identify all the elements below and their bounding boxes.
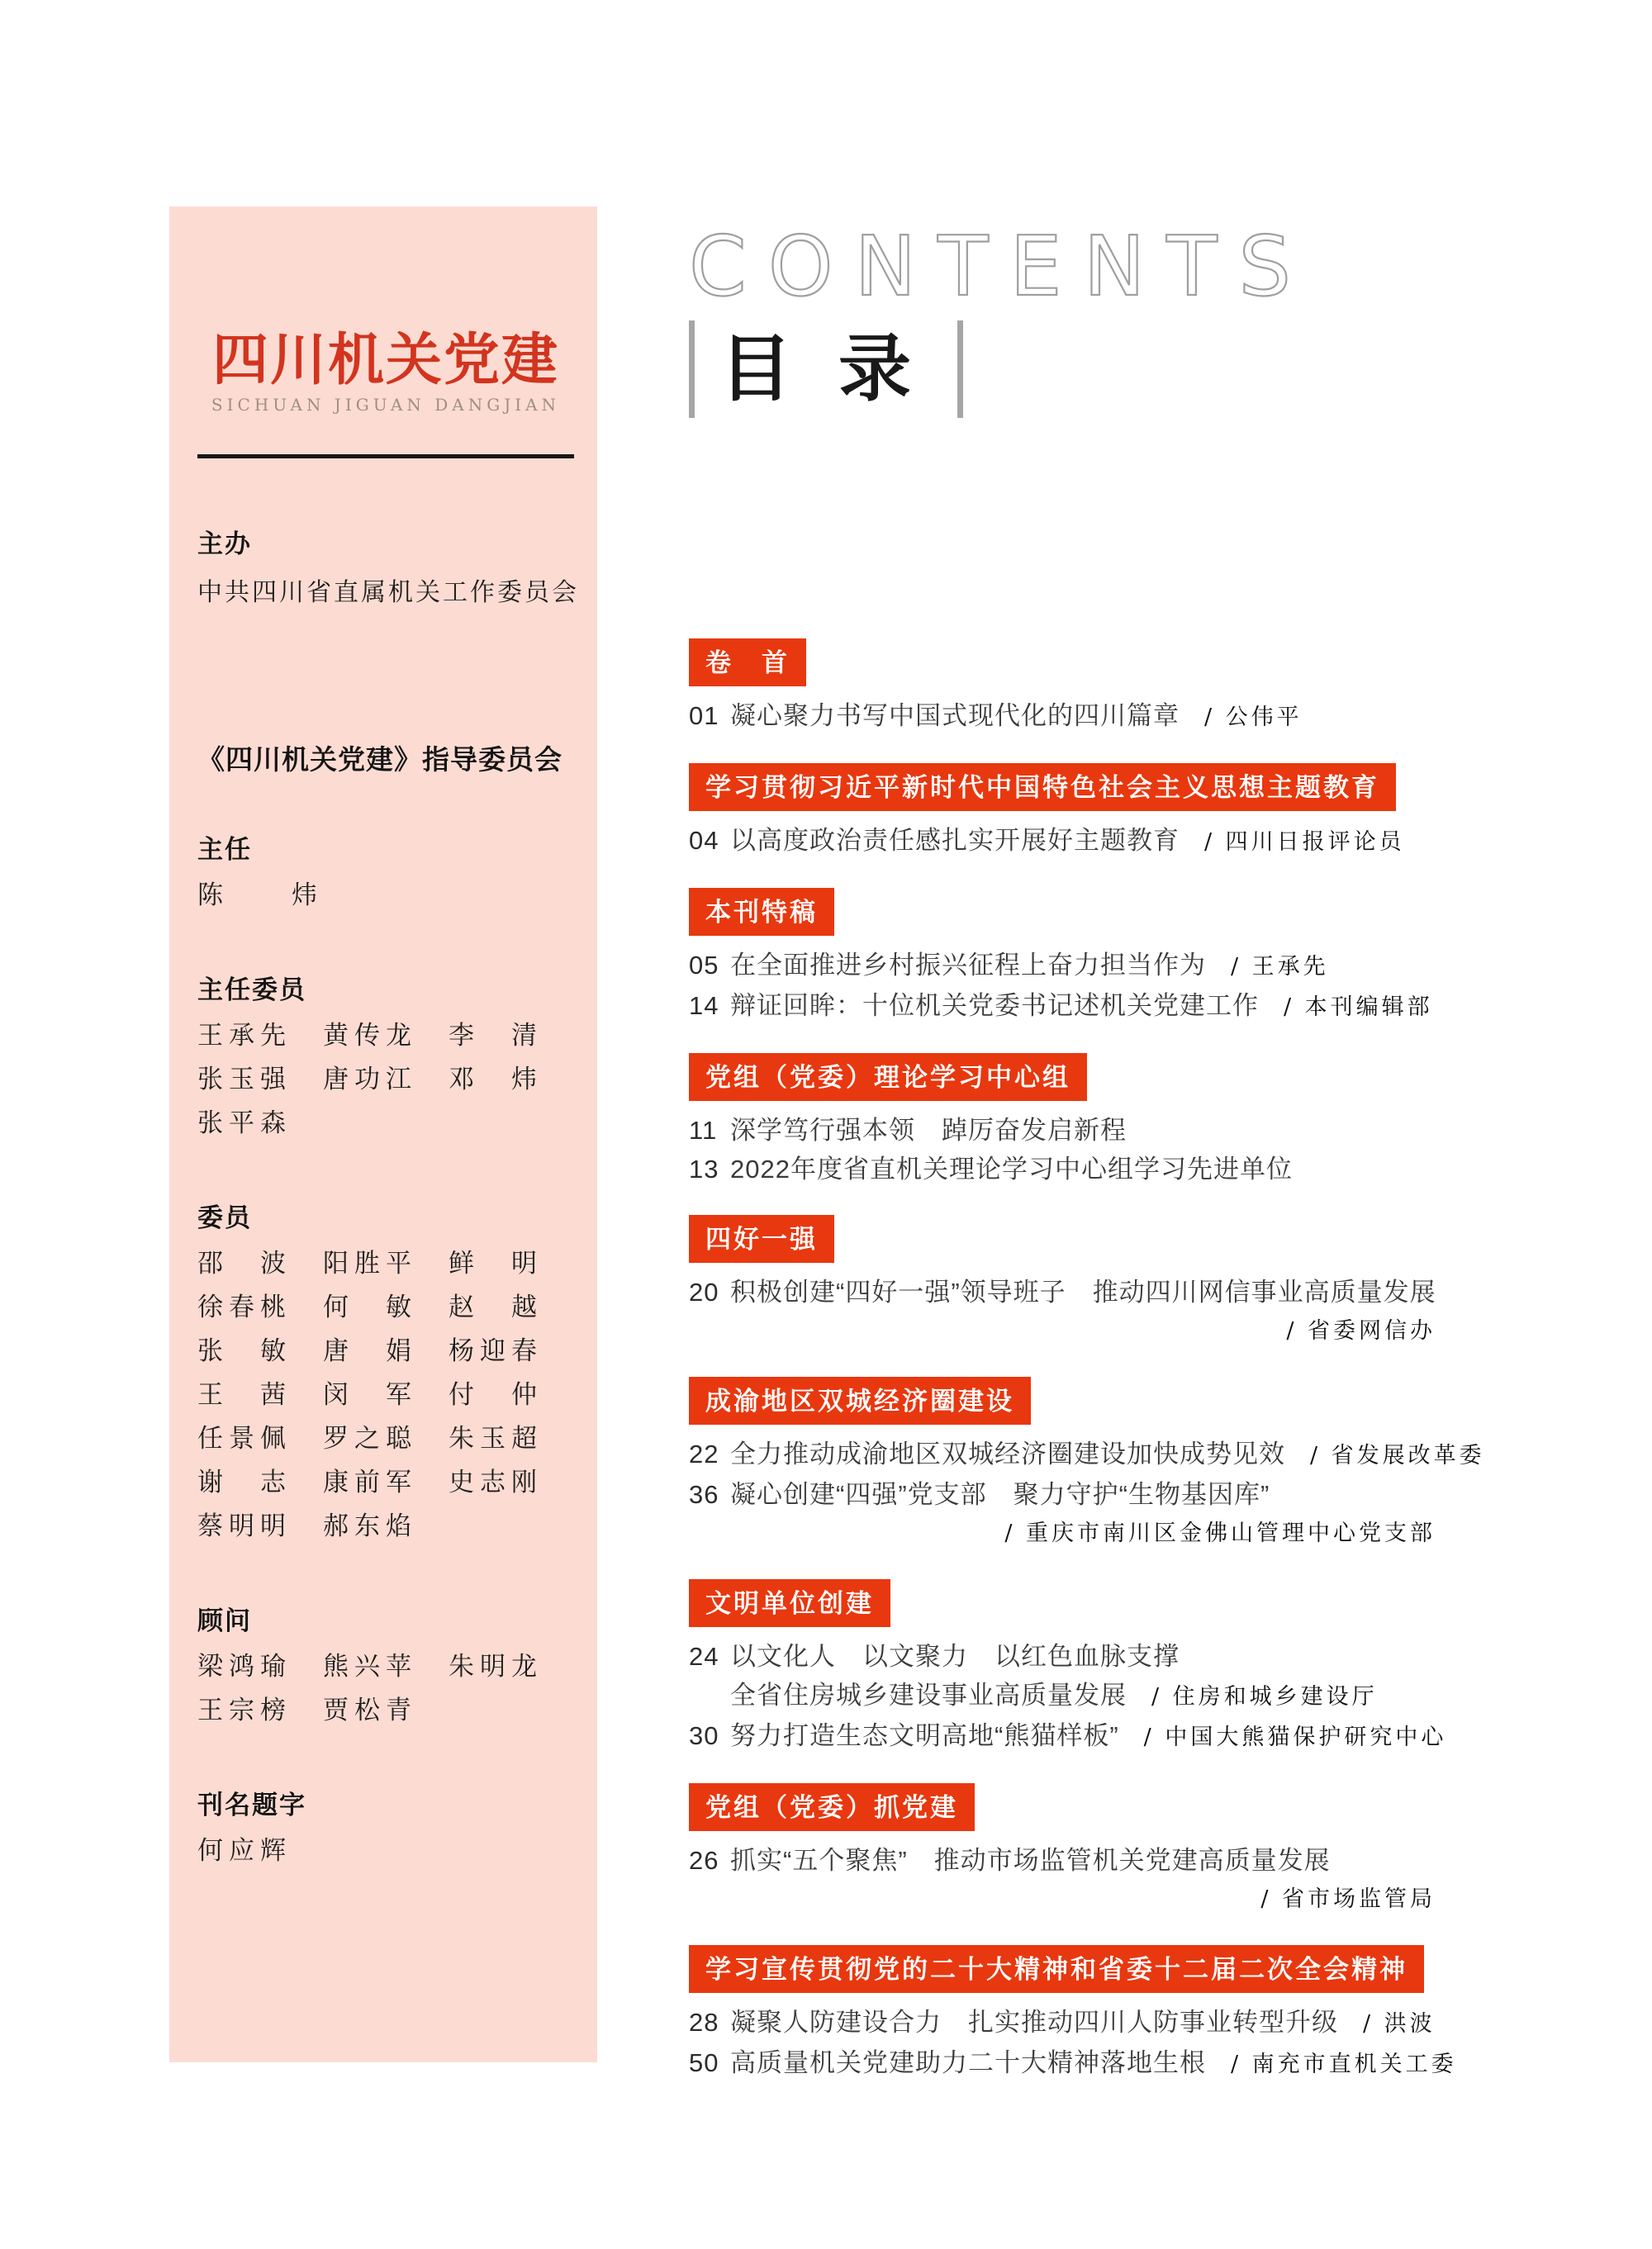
toc-column — [689, 218, 1485, 2110]
name-row: 王宗榜 贾松青 — [197, 1696, 417, 1726]
toc-item-title: 深学笃行强本领 踔厉奋发启新程 — [730, 1116, 1127, 1145]
toc-item-page: 14 — [689, 991, 719, 1020]
section-badge: 党组（党委）理论学习中心组 — [689, 1053, 1087, 1101]
toc-item — [689, 1111, 1437, 1150]
toc-item-author: / 洪波 — [1363, 2011, 1436, 2037]
contents-title-en: CONTENTS — [689, 218, 1313, 315]
toc-item-author: / 中国大熊猫保护研究中心 — [1143, 1725, 1447, 1750]
toc-item-page: 28 — [689, 2008, 719, 2037]
section-badge: 党组（党委）抓党建 — [689, 1783, 975, 1831]
toc-item — [689, 1841, 1437, 1880]
title-bar-left — [689, 320, 695, 418]
toc-item-author-line: / 省市场监管局 — [1260, 1886, 1436, 1912]
section-badge: 四好一强 — [689, 1215, 834, 1263]
toc-item-page: 11 — [689, 1116, 718, 1145]
toc-item-continued — [689, 1676, 1437, 1716]
toc-item-author: / 南充市直机关工委 — [1231, 2052, 1457, 2077]
section-badge: 本刊特稿 — [689, 888, 834, 936]
group-heading: 主任委员 — [197, 975, 306, 1005]
toc-item-author: / 公伟平 — [1204, 705, 1303, 730]
magazine-logo-subtitle: SICHUAN JIGUAN DANGJIAN — [211, 395, 561, 415]
toc-item-title: 辩证回眸：十位机关党委书记述机关党建工作 — [730, 991, 1259, 1020]
toc-item-page: 20 — [689, 1278, 719, 1307]
name-row: 王 茜 闵 军 付 仲 — [197, 1380, 543, 1411]
toc-item — [689, 1475, 1437, 1514]
section-badge: 成渝地区双城经济圈建设 — [689, 1377, 1031, 1425]
toc-item-author-line: / 重庆市南川区金佛山管理中心党支部 — [1004, 1521, 1436, 1546]
toc-item — [689, 2003, 1437, 2043]
toc-item-page: 26 — [689, 1846, 719, 1875]
name-row: 张平森 — [197, 1108, 292, 1139]
toc-item-title: 以高度政治责任感扎实开展好主题教育 — [730, 826, 1180, 855]
toc-item-page: 01 — [689, 701, 719, 730]
toc-item-title: 努力打造生态文明高地“熊猫样板” — [730, 1721, 1119, 1750]
group-heading: 主任 — [197, 835, 252, 865]
toc-item — [689, 1150, 1437, 1189]
contents-title-cn: 目录 — [719, 326, 958, 411]
toc-item-title: 抓实“五个聚焦” 推动市场监管机关党建高质量发展 — [730, 1846, 1331, 1875]
group-heading: 顾问 — [197, 1606, 252, 1636]
contents-title-cn-row — [689, 320, 1437, 418]
group-director-members — [197, 969, 574, 1146]
toc-item-author: / 本刊编辑部 — [1284, 994, 1433, 1020]
toc-item-title: 凝聚人防建设合力 扎实推动四川人防事业转型升级 — [730, 2008, 1338, 2037]
name-row: 王承先 黄传龙 李 清 — [197, 1021, 543, 1051]
name-row: 何应辉 — [197, 1836, 292, 1867]
toc-item-title: 凝心聚力书写中国式现代化的四川篇章 — [730, 701, 1180, 730]
toc-item — [689, 986, 1437, 1027]
group-calligrapher — [197, 1784, 574, 1873]
toc-section-sihaoyiqiang — [689, 1215, 1437, 1350]
toc-item-page: 50 — [689, 2048, 719, 2077]
publisher-name: 中共四川省直属机关工作委员会 — [197, 578, 579, 608]
editorial-sidebar — [169, 206, 597, 2062]
toc-item — [689, 1273, 1437, 1312]
toc-item-author: / 省发展改革委 — [1310, 1443, 1485, 1468]
toc-item — [689, 2043, 1457, 2084]
toc-section-juanshou — [689, 638, 1437, 737]
toc-item-title: 以文化人 以文聚力 以红色血脉支撑 — [730, 1642, 1180, 1671]
toc-item-author: / 住房和城乡建设厅 — [1151, 1684, 1378, 1710]
name-row: 任景佩 罗之聪 朱玉超 — [197, 1424, 543, 1454]
toc-item-title: 凝心创建“四强”党支部 聚力守护“生物基因库” — [730, 1480, 1270, 1509]
toc-item-title: 高质量机关党建助力二十大精神落地生根 — [730, 2048, 1206, 2077]
section-badge: 学习宣传贯彻党的二十大精神和省委十二届二次全会精神 — [689, 1945, 1424, 1993]
toc-item — [689, 1435, 1485, 1475]
toc-section-chengyu — [689, 1377, 1485, 1553]
toc-section-20th-congress — [689, 1945, 1457, 2084]
toc-item-author-line: / 省委网信办 — [1286, 1318, 1436, 1344]
toc-item-title: 在全面推进乡村振兴征程上奋力担当作为 — [730, 951, 1206, 980]
toc-item-author: / 王承先 — [1231, 954, 1329, 980]
toc-item-title: 积极创建“四好一强”领导班子 推动四川网信事业高质量发展 — [730, 1278, 1436, 1307]
section-badge: 文明单位创建 — [689, 1579, 890, 1627]
toc-item — [689, 696, 1437, 737]
group-heading: 刊名题字 — [197, 1791, 306, 1820]
group-heading: 委员 — [197, 1203, 252, 1233]
toc-item-page: 04 — [689, 826, 719, 855]
title-bar-right — [957, 320, 963, 418]
group-members — [197, 1197, 574, 1549]
name-row: 蔡明明 郝东焰 — [197, 1511, 417, 1542]
name-row: 邵 波 阳胜平 鲜 明 — [197, 1249, 543, 1279]
toc-section-special — [689, 888, 1437, 1027]
name-row: 陈 炜 — [197, 880, 323, 911]
toc-section-civilized-unit — [689, 1579, 1447, 1757]
toc-item-title2: 全省住房城乡建设事业高质量发展 — [730, 1681, 1127, 1710]
toc-item-page: 36 — [689, 1480, 719, 1509]
toc-item — [689, 821, 1437, 861]
section-badge: 学习贯彻习近平新时代中国特色社会主义思想主题教育 — [689, 763, 1396, 811]
name-row: 张 敏 唐 娟 杨迎春 — [197, 1336, 543, 1367]
toc-section-theme-education — [689, 763, 1437, 861]
toc-item-page: 30 — [689, 1721, 719, 1750]
toc-item-page: 13 — [689, 1155, 719, 1184]
name-row: 徐春桃 何 敏 赵 越 — [197, 1293, 543, 1323]
sidebar-divider — [197, 454, 574, 458]
name-row: 张玉强 唐功江 邓 炜 — [197, 1065, 543, 1095]
toc-item-title: 全力推动成渝地区双城经济圈建设加快成势见效 — [730, 1440, 1285, 1468]
toc-item-page: 05 — [689, 951, 719, 980]
group-advisors — [197, 1600, 574, 1733]
name-row: 谢 志 康前军 史志刚 — [197, 1468, 543, 1498]
name-row: 梁鸿瑜 熊兴苹 朱明龙 — [197, 1652, 543, 1682]
group-director — [197, 828, 574, 918]
toc-section-theory-group — [689, 1053, 1437, 1189]
committee-title: 《四川机关党建》指导委员会 — [197, 744, 563, 776]
toc-item-author: / 四川日报评论员 — [1204, 829, 1405, 855]
magazine-logo: 四川机关党建 — [211, 327, 559, 393]
section-badge: 卷 首 — [689, 638, 806, 686]
toc-item-page: 24 — [689, 1642, 719, 1671]
toc-item — [689, 1716, 1447, 1757]
toc-sections — [689, 638, 1485, 2084]
toc-item — [689, 1637, 1437, 1676]
toc-section-party-building — [689, 1783, 1437, 1919]
toc-item-title: 2022年度省直机关理论学习中心组学习先进单位 — [730, 1155, 1293, 1184]
toc-item — [689, 946, 1437, 986]
toc-item-page: 22 — [689, 1440, 719, 1468]
publisher-heading: 主办 — [197, 529, 252, 559]
